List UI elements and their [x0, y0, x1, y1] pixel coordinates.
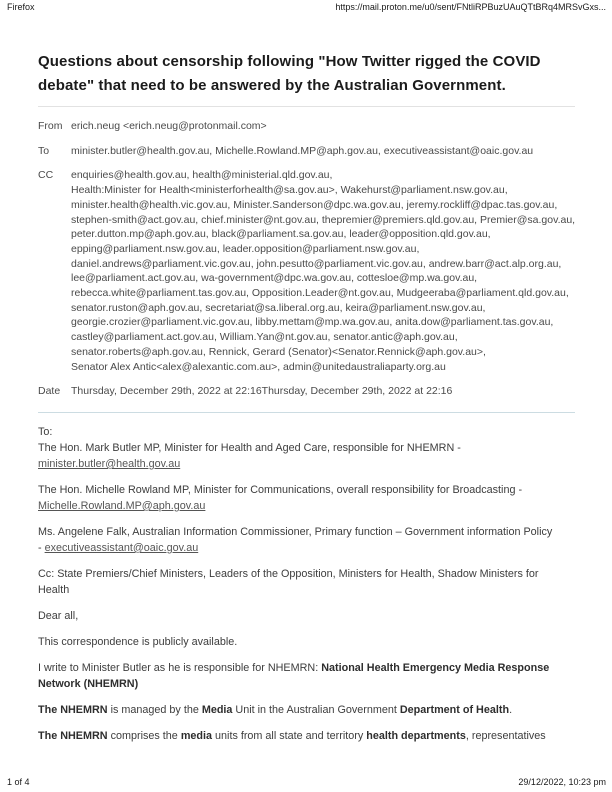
text-run: comprises the: [107, 729, 181, 742]
header-value-line: minister.butler@health.gov.au, Michelle.Rowland.MP@aph.gov.au, executiveassistant@oaic.gov.au: [71, 144, 534, 157]
body-paragraph: [38, 482, 575, 514]
body-paragraph: [38, 634, 575, 650]
text-run: .: [509, 703, 513, 716]
header-value-line: Thursday, December 29th, 2022 at 22:16Thursday, December 29th, 2022 at 22:16: [71, 385, 453, 398]
browser-app-name: Firefox: [7, 2, 35, 12]
print-datetime: 29/12/2022, 10:23 pm: [518, 777, 606, 787]
header-value-line: senator.roberts@aph.gov.au, Rennick, Gerard (Senator)<Senator.Rennick@aph.gov.au>,: [71, 345, 486, 358]
bold-text-run: The NHEMRN: [38, 703, 108, 716]
body-paragraph: [38, 728, 575, 744]
header-value-line: castley@parliament.act.gov.au, William.Yan@nt.gov.au, senator.antic@aph.gov.au,: [71, 331, 458, 344]
header-value-line: lee@parliament.act.gov.au, wa-government@dpc.wa.gov.au, cottesloe@mp.wa.gov.au,: [71, 272, 478, 285]
page-number: 1 of 4: [7, 777, 30, 787]
text-run: I write to Minister Butler as he is responsible for NHEMRN:: [38, 661, 322, 674]
email-headers: [38, 119, 575, 399]
text-run: , representatives: [465, 729, 546, 742]
email-subject: Questions about censorship following "How Twitter rigged the COVID debate" that need to be answered by the Australian Government.: [38, 53, 541, 94]
header-value-line: georgie.crozier@parliament.vic.gov.au, libby.mettam@mp.wa.gov.au, anita.dow@parliament.tas.gov.au,: [71, 316, 554, 329]
header-value-line: rebecca.white@parliament.tas.gov.au, Opposition.Leader@nt.gov.au, Mudgeeraba@parliament.qld.gov.au,: [71, 287, 569, 300]
header-row-date: [38, 384, 575, 399]
body-paragraph: [38, 608, 575, 624]
bold-text-run: Media: [201, 703, 233, 716]
text-run: Cc: State Premiers/Chief Ministers, Leaders of the Opposition, Ministers for Health, Shadow Ministers for: [38, 567, 539, 580]
subject-divider: [38, 106, 575, 107]
body-paragraph: [38, 424, 575, 472]
text-run: is managed by the: [107, 703, 202, 716]
email-address-link[interactable]: executiveassistant@oaic.gov.au: [44, 541, 199, 554]
header-label: Date: [38, 385, 61, 398]
header-value: [71, 144, 575, 159]
header-value: [71, 384, 575, 399]
header-label: To: [38, 144, 50, 157]
body-paragraph: [38, 702, 575, 718]
header-label: CC: [38, 169, 54, 182]
header-value: [71, 119, 575, 134]
header-value-line: stephen-smith@act.gov.au, chief.minister@nt.gov.au, thepremier@premiers.qld.gov.au, Premier@sa.gov.au,: [71, 213, 576, 226]
header-body-divider: [38, 412, 575, 413]
bold-text-run: The NHEMRN: [38, 729, 108, 742]
header-value-line: minister.health@health.vic.gov.au, Minister.Sanderson@dpc.wa.gov.au, jeremy.rockliff@dpac.tas.gov.au,: [71, 198, 558, 211]
header-value-line: Health:Minister for Health<ministerforhealth@sa.gov.au>, Wakehurst@parliament.nsw.gov.au,: [71, 184, 508, 197]
header-value-line: daniel.andrews@parliament.vic.gov.au, john.pesutto@parliament.vic.gov.au, andrew.barr@act.alp.org.au,: [71, 257, 562, 270]
header-label: From: [38, 120, 63, 132]
bold-text-run: Department of Health: [399, 703, 510, 716]
body-paragraph: [38, 566, 575, 598]
header-value-line: enquiries@health.gov.au, health@ministerial.qld.gov.au,: [71, 169, 333, 182]
text-run: units from all state and territory: [212, 729, 367, 742]
text-run: To:: [38, 425, 53, 438]
bold-text-run: health departments: [366, 729, 466, 742]
text-run: Ms. Angelene Falk, Australian Information Commissioner, Primary function – Government information Policy: [38, 525, 553, 538]
print-header: [7, 2, 606, 12]
text-run: The Hon. Mark Butler MP, Minister for Health and Aged Care, responsible for NHEMRN -: [38, 441, 461, 454]
header-value-line: Senator Alex Antic<alex@alexantic.com.au>, admin@unitedaustraliaparty.org.au: [71, 360, 446, 373]
page-url: https://mail.proton.me/u0/sent/FNtliRPBuzUAuQTtBRq4MRSvGxs...: [335, 2, 606, 12]
email-document: [38, 50, 575, 754]
header-value-line: senator.ruston@aph.gov.au, secretariat@sa.liberal.org.au, keira@parliament.nsw.gov.au,: [71, 301, 486, 314]
text-run: Dear all,: [38, 609, 79, 622]
print-footer: [7, 777, 606, 787]
bold-text-run: National Health Emergency Media Response: [321, 661, 550, 674]
header-row-from: [38, 119, 575, 134]
body-paragraph: [38, 660, 575, 692]
text-run: -: [38, 541, 45, 554]
body-paragraph: [38, 524, 575, 556]
header-value-line: erich.neug <erich.neug@protonmail.com>: [71, 120, 267, 132]
bold-text-run: Network (NHEMRN): [38, 677, 139, 690]
text-run: Health: [38, 583, 70, 596]
header-value-line: epping@parliament.nsw.gov.au, leader.opposition@parliament.nsw.gov.au,: [71, 242, 420, 255]
header-row-to: [38, 144, 575, 159]
text-run: This correspondence is publicly available.: [38, 635, 238, 648]
bold-text-run: media: [180, 729, 213, 742]
header-row-cc: [38, 168, 575, 374]
email-body: [38, 424, 575, 744]
header-value: [71, 168, 575, 374]
header-value-line: peter.dutton.mp@aph.gov.au, black@parliament.sa.gov.au, leader@opposition.qld.gov.au,: [71, 228, 491, 241]
text-run: The Hon. Michelle Rowland MP, Minister for Communications, overall responsibility for Broadcasting -: [38, 483, 523, 496]
text-run: Unit in the Australian Government: [232, 703, 400, 716]
email-address-link[interactable]: Michelle.Rowland.MP@aph.gov.au: [38, 499, 206, 512]
email-address-link[interactable]: minister.butler@health.gov.au: [38, 457, 181, 470]
